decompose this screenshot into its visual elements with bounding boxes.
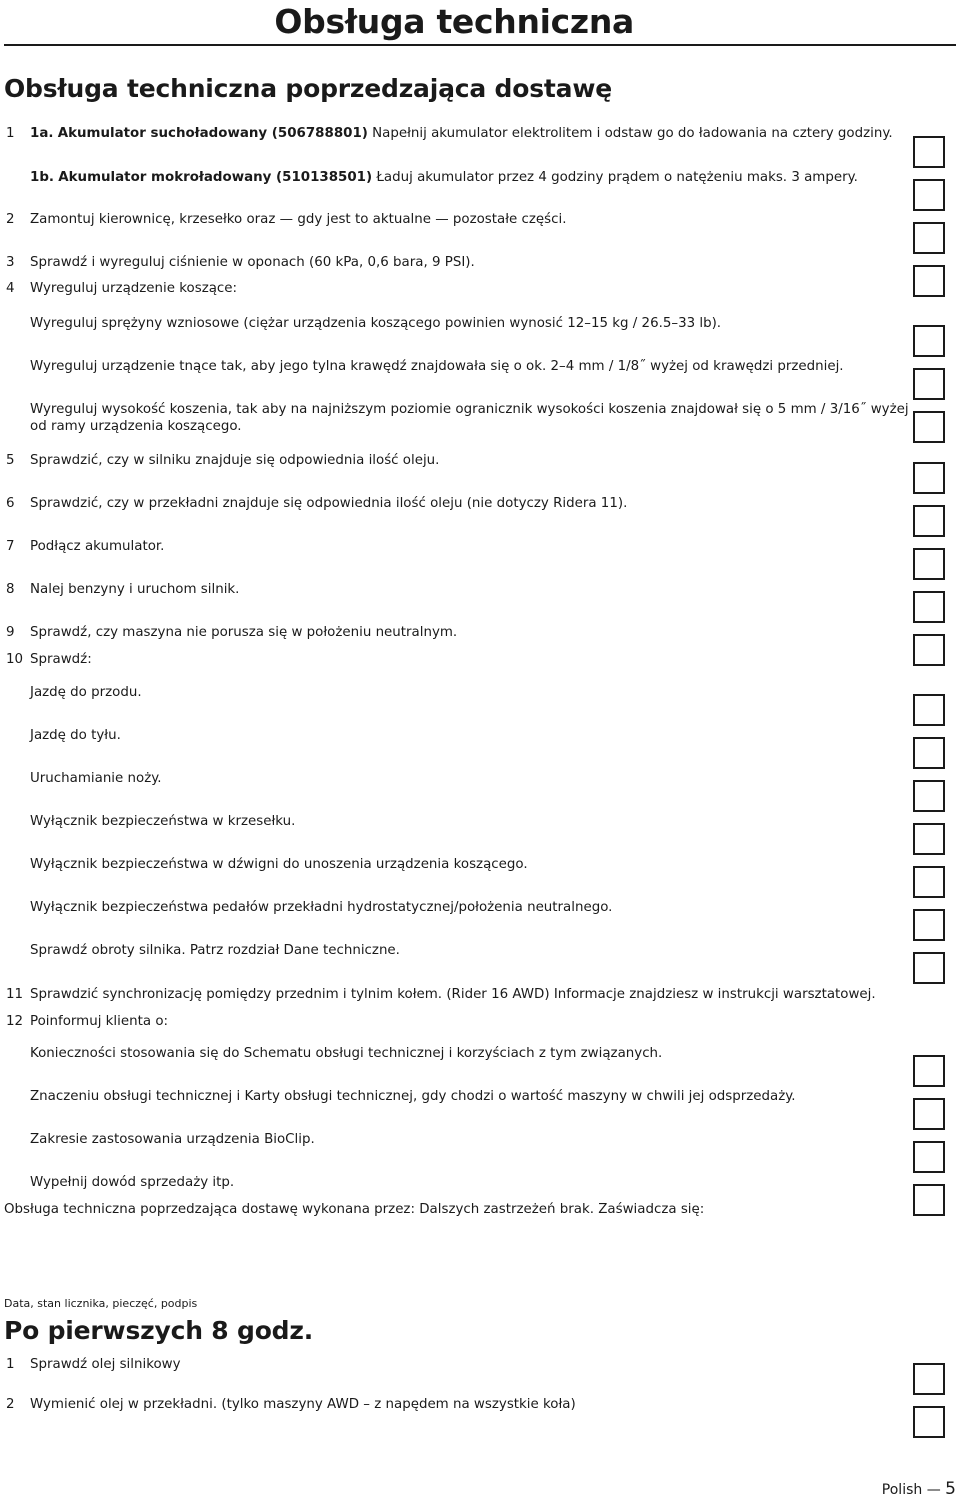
checklist-subitem-engine-speed: Sprawdź obroty silnika. Patrz rozdział Dane techniczne. [30, 943, 400, 958]
item-number: 11 [6, 987, 24, 1002]
checklist-item-2: Zamontuj kierownicę, krzesełko oraz — gdy jest to aktualne — pozostałe części. [30, 212, 567, 227]
checklist-item-11: Sprawdzić synchronizację pomiędzy przednim i tylnim kołem. (Rider 16 AWD) Informacje znajdziesz w instrukcji warsztatowej. [30, 987, 876, 1002]
checklist-item-3: Sprawdź i wyreguluj ciśnienie w oponach (60 kPa, 0,6 bara, 9 PSI). [30, 255, 475, 270]
item-number: 7 [6, 539, 15, 554]
page-footer [882, 1479, 956, 1499]
checklist-subitem-forward: Jazdę do przodu. [30, 685, 142, 700]
item-number: 10 [6, 652, 24, 667]
checkbox[interactable] [913, 462, 945, 494]
item-number: 3 [6, 255, 15, 270]
checkbox[interactable] [913, 952, 945, 984]
checklist-item-12: Poinformuj klienta o: [30, 1014, 169, 1029]
checklist-subitem-schedule: Konieczności stosowania się do Schematu obsługi technicznej i korzyściach z tym związanych. [30, 1046, 663, 1061]
checklist-subitem-springs: Wyreguluj sprężyny wzniosowe (ciężar urządzenia koszącego powinien wynosić 12–15 kg / 26.5–33 lb). [30, 316, 722, 331]
checklist-item-9: Sprawdź, czy maszyna nie porusza się w położeniu neutralnym. [30, 625, 458, 640]
checklist-item-8: Nalej benzyny i uruchom silnik. [30, 582, 240, 597]
item-number: 5 [6, 453, 15, 468]
item-number: 1 [6, 1357, 15, 1372]
item-number: 2 [6, 212, 15, 227]
item-code: 1a. [30, 126, 54, 141]
checkbox[interactable] [913, 179, 945, 211]
after8h-item-2: Wymienić olej w przekładni. (tylko maszyny AWD – z napędem na wszystkie koła) [30, 1397, 576, 1412]
checklist-subitem-service-card: Znaczeniu obsługi technicznej i Karty obsługi technicznej, gdy chodzi o wartość maszyny w chwili jej odsprzedaży. [30, 1089, 796, 1104]
item-number: 1 [6, 126, 15, 141]
checkbox[interactable] [913, 591, 945, 623]
page-number: 5 [945, 1479, 956, 1499]
checkbox[interactable] [913, 694, 945, 726]
checkbox[interactable] [913, 1184, 945, 1216]
checkbox[interactable] [913, 505, 945, 537]
item-text: Napełnij akumulator elektrolitem i odstaw go do ładowania na cztery godziny. [372, 126, 893, 141]
checkbox[interactable] [913, 136, 945, 168]
item-number: 12 [6, 1014, 24, 1029]
checklist-item-6: Sprawdzić, czy w przekładni znajduje się odpowiednia ilość oleju (nie dotyczy Ridera 11). [30, 496, 628, 511]
checklist-item-1a [30, 125, 893, 142]
checklist-item-1b [30, 169, 858, 186]
item-text: Ładuj akumulator przez 4 godziny prądem o natężeniu maks. 3 ampery. [376, 170, 858, 185]
checkbox[interactable] [913, 1098, 945, 1130]
item-number: 9 [6, 625, 15, 640]
battery-dry-label: Akumulator suchoładowany (506788801) [57, 126, 368, 141]
checklist-subitem-blades: Uruchamianie noży. [30, 771, 162, 786]
checkbox[interactable] [913, 1363, 945, 1395]
checklist-subitem-sales-receipt: Wypełnij dowód sprzedaży itp. [30, 1175, 235, 1190]
checkbox[interactable] [913, 368, 945, 400]
checkbox[interactable] [913, 265, 945, 297]
footer-dash: — [926, 1482, 941, 1498]
predelivery-statement: Obsługa techniczna poprzedzająca dostawę wykonana przez: Dalszych zastrzeżeń brak. Zaświadcza się: [4, 1202, 705, 1217]
item-number: 6 [6, 496, 15, 511]
item-number: 8 [6, 582, 15, 597]
checkbox[interactable] [913, 1406, 945, 1438]
checkbox[interactable] [913, 737, 945, 769]
checklist-subitem-seat-switch: Wyłącznik bezpieczeństwa w krzesełku. [30, 814, 296, 829]
checkbox[interactable] [913, 548, 945, 580]
checkbox[interactable] [913, 411, 945, 443]
checklist-subitem-bioclip: Zakresie zastosowania urządzenia BioClip. [30, 1132, 315, 1147]
page-title: Obsługa techniczna [274, 2, 634, 41]
footer-language: Polish [881, 1482, 923, 1498]
item-number: 2 [6, 1397, 15, 1412]
checklist-item-4: Wyreguluj urządzenie koszące: [30, 281, 238, 296]
checkbox[interactable] [913, 823, 945, 855]
item-code: 1b. [30, 170, 54, 185]
checkbox[interactable] [913, 634, 945, 666]
title-rule [4, 44, 956, 46]
checklist-item-10: Sprawdź: [30, 652, 92, 667]
battery-wet-label: Akumulator mokroładowany (510138501) [58, 170, 373, 185]
checklist-subitem-height-line1: Wyreguluj wysokość koszenia, tak aby na najniższym poziomie ogranicznik wysokości koszenia znajdował się o 5 mm / 3/16˝ wyżej [30, 402, 909, 417]
signature-caption: Data, stan licznika, pieczęć, podpis [4, 1297, 198, 1310]
checkbox[interactable] [913, 1141, 945, 1173]
checkbox[interactable] [913, 325, 945, 357]
checkbox[interactable] [913, 780, 945, 812]
checklist-subitem-height-line2: od ramy urządzenia koszącego. [30, 419, 242, 434]
after8h-item-1: Sprawdź olej silnikowy [30, 1357, 181, 1372]
checklist-subitem-cutter: Wyreguluj urządzenie tnące tak, aby jego tylna krawędź znajdowała się o ok. 2–4 mm / 1/8˝ wyżej od krawędzi przedniej. [30, 359, 844, 374]
checkbox[interactable] [913, 909, 945, 941]
checklist-subitem-lever-switch: Wyłącznik bezpieczeństwa w dźwigni do unoszenia urządzenia koszącego. [30, 857, 528, 872]
checkbox[interactable] [913, 222, 945, 254]
checkbox[interactable] [913, 1055, 945, 1087]
section-heading-predelivery: Obsługa techniczna poprzedzająca dostawę [4, 74, 612, 103]
checklist-subitem-reverse: Jazdę do tyłu. [30, 728, 121, 743]
item-number: 4 [6, 281, 15, 296]
checklist-item-5: Sprawdzić, czy w silniku znajduje się odpowiednia ilość oleju. [30, 453, 440, 468]
checkbox[interactable] [913, 866, 945, 898]
section-heading-after-8h: Po pierwszych 8 godz. [4, 1316, 314, 1345]
checklist-item-7: Podłącz akumulator. [30, 539, 165, 554]
checklist-subitem-pedal-switch: Wyłącznik bezpieczeństwa pedałów przekładni hydrostatycznej/położenia neutralnego. [30, 900, 613, 915]
